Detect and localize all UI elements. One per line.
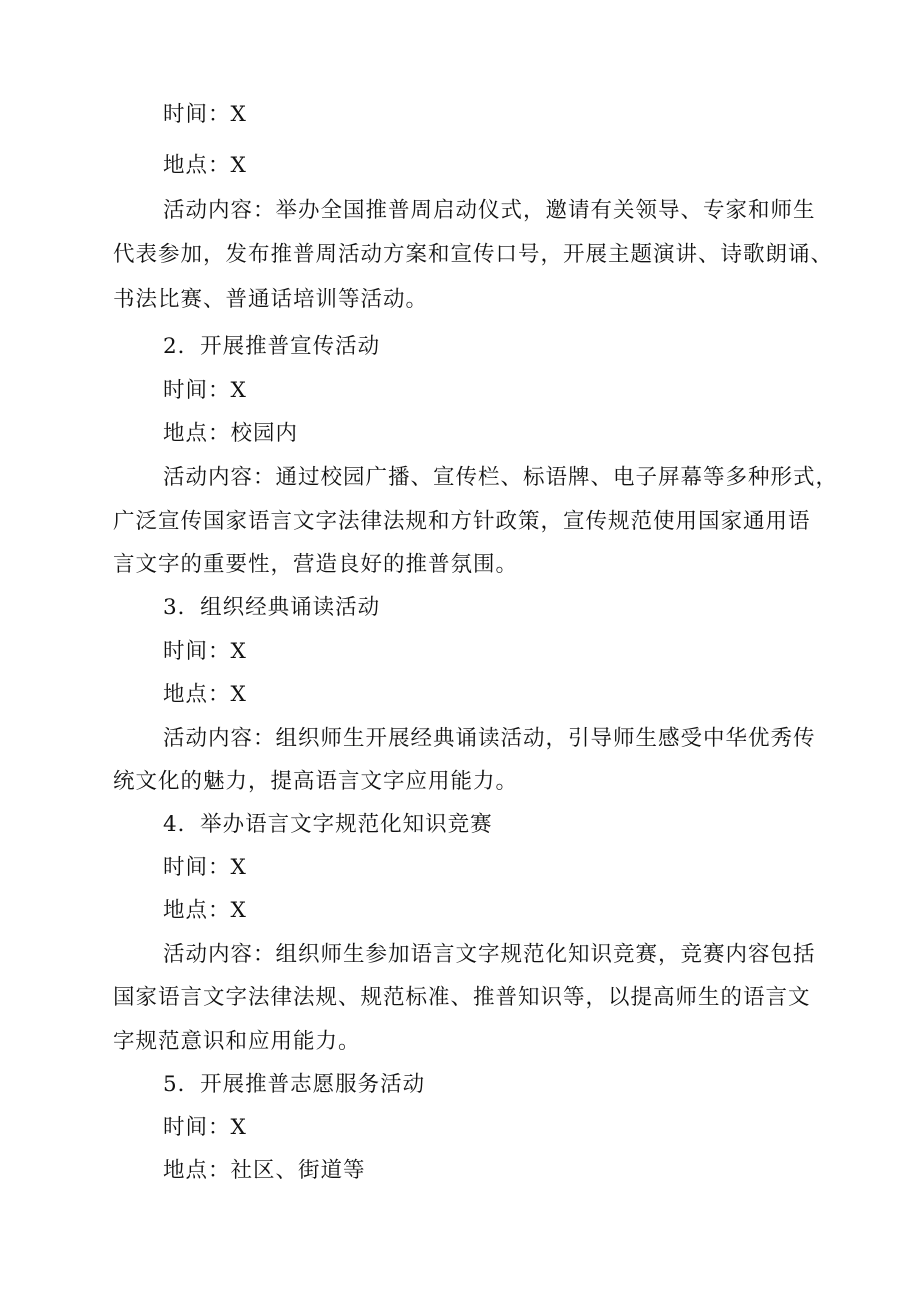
item2-content-line-2: 广泛宣传国家语言文字法律法规和方针政策，宣传规范使用国家通用语 — [113, 509, 811, 534]
item3-time: 时间：X — [163, 639, 247, 664]
item2-place: 地点：校园内 — [163, 421, 299, 446]
item4-content-line-3: 字规范意识和应用能力。 — [113, 1029, 361, 1054]
item1-time: 时间：X — [163, 102, 247, 127]
item3-heading: 3．组织经典诵读活动 — [163, 595, 381, 620]
item5-place: 地点：社区、街道等 — [163, 1158, 366, 1183]
item1-content-line-3: 书法比赛、普通话培训等活动。 — [113, 287, 429, 312]
item2-content-line-1: 活动内容：通过校园广播、宣传栏、标语牌、电子屏幕等多种形式， — [163, 465, 839, 490]
item5-heading: 5．开展推普志愿服务活动 — [163, 1072, 426, 1097]
item4-time: 时间：X — [163, 855, 247, 880]
item4-heading: 4．举办语言文字规范化知识竞赛 — [163, 812, 493, 837]
item4-content-line-2: 国家语言文字法律法规、规范标准、推普知识等，以提高师生的语言文 — [113, 985, 811, 1010]
item2-heading: 2．开展推普宣传活动 — [163, 334, 381, 359]
item3-content-line-2: 统文化的魅力，提高语言文字应用能力。 — [113, 769, 519, 794]
item1-place: 地点：X — [163, 153, 247, 178]
item2-content-line-3: 言文字的重要性，营造良好的推普氛围。 — [113, 552, 519, 577]
item5-time: 时间：X — [163, 1115, 247, 1140]
item4-place: 地点：X — [163, 898, 247, 923]
item2-time: 时间：X — [163, 378, 247, 403]
item1-content-line-2: 代表参加，发布推普周活动方案和宣传口号，开展主题演讲、诗歌朗诵、 — [113, 242, 834, 267]
item1-content-line-1: 活动内容：举办全国推普周启动仪式，邀请有关领导、专家和师生 — [163, 198, 816, 223]
item3-content-line-1: 活动内容：组织师生开展经典诵读活动，引导师生感受中华优秀传 — [163, 726, 816, 751]
item3-place: 地点：X — [163, 682, 247, 707]
item4-content-line-1: 活动内容：组织师生参加语言文字规范化知识竞赛，竞赛内容包括 — [163, 942, 816, 967]
